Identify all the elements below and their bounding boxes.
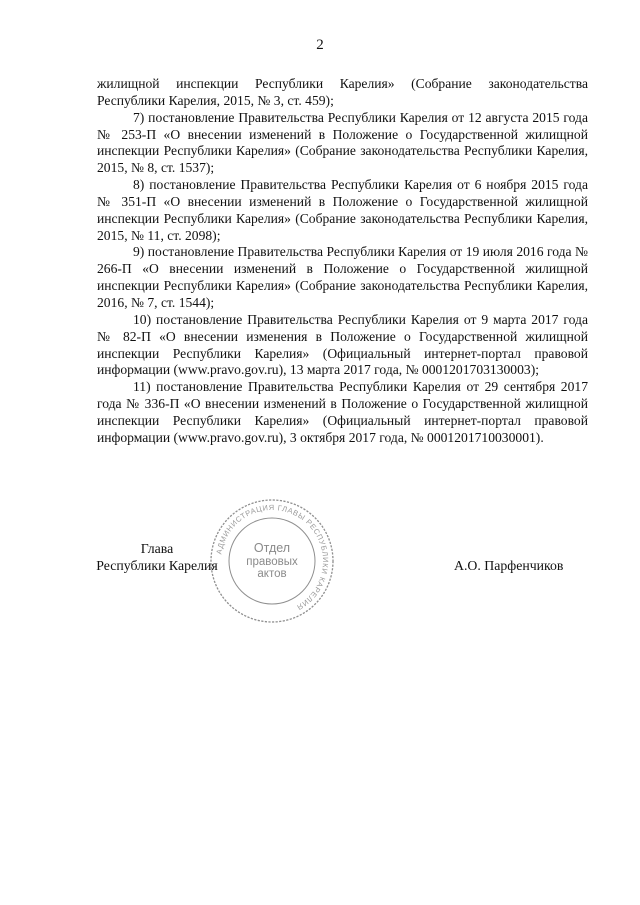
legal-department-stamp	[208, 497, 336, 625]
paragraph-continuation: жилищной инспекции Республики Карелия» (Собрание законодательства Республики Карелия, 2015, № 3, ст. 459);	[97, 76, 588, 108]
document-body	[97, 76, 588, 447]
list-item-8: 8) постановление Правительства Республики Карелия от 6 ноября 2015 года № 351-П «О внесении изменений в Положение о Государственной жилищной инспекции Республики Карелия» (Собрание законодательства Республики Карелия, 2015, № 11, ст. 2098);	[97, 177, 588, 243]
signatory-name: А.О. Парфенчиков	[454, 558, 564, 573]
list-item-9: 9) постановление Правительства Республики Карелия от 19 июля 2016 года № 266-П «О внесении изменений в Положение о Государственной жилищной инспекции Республики Карелия» (Собрание законодательства Республики Карелия, 2016, № 7, ст. 1544);	[97, 244, 588, 310]
stamp-ring-text: АДМИНИСТРАЦИЯ ГЛАВЫ РЕСПУБЛИКИ КАРЕЛИЯ	[214, 502, 331, 613]
stamp-text-line1: Отдел	[253, 541, 291, 555]
list-item-10: 10) постановление Правительства Республики Карелия от 9 марта 2017 года № 82-П «О внесении изменения в Положение о Государственной жилищной инспекции Республики Карелия» (Официальный интернет-портал правовой информации (www.pravo.gov.ru), 13 марта 2017 года, № 0001201703130003);	[97, 311, 588, 378]
list-item-11: 11) постановление Правительства Республики Карелия от 29 сентября 2017 года № 336-П «О внесении изменений в Положение о Государственной жилищной инспекции Республики Карелия» (Официальный интернет-портал правовой информации (www.pravo.gov.ru), 3 октября 2017 года, № 0001201710030001).	[97, 379, 588, 445]
stamp-text-line2: правовых	[246, 556, 298, 568]
signatory-title-line2: Республики Карелия	[96, 558, 218, 573]
page-number: 2	[316, 37, 324, 53]
signatory-title-line1: Глава	[140, 541, 174, 556]
list-item-7: 7) постановление Правительства Республики Карелия от 12 августа 2015 года № 253-П «О внесении изменений в Положение о Государственной жилищной инспекции Республики Карелия» (Собрание законодательства Республики Карелия, 2015, № 8, ст. 1537);	[97, 109, 588, 176]
stamp-text-line3: актов	[257, 568, 287, 580]
